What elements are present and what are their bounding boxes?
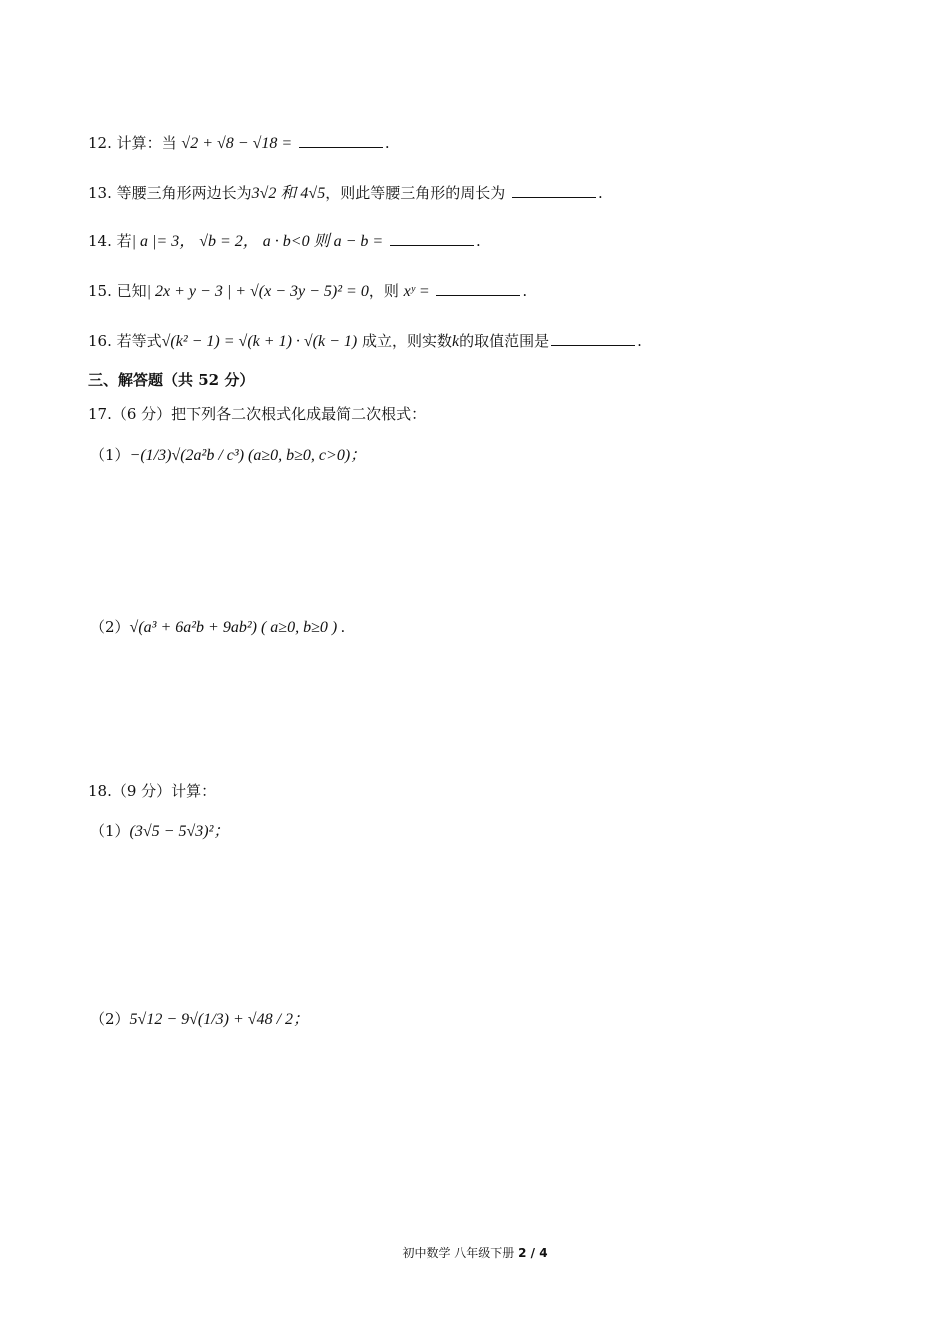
question-13 bbox=[88, 182, 603, 205]
q16-middle: 成立，则实数 bbox=[362, 332, 453, 350]
q14-suffix: . bbox=[475, 232, 481, 250]
q17-part1-expression: −(1/3)√(2a²b / c³) (a≥0, b≥0, c>0)； bbox=[129, 447, 367, 464]
section-3-heading: 三、解答题（共 52 分） bbox=[88, 371, 255, 389]
q12-suffix: . bbox=[384, 134, 390, 152]
q13-middle: ，则此等腰三角形的周长为 bbox=[325, 184, 506, 202]
answer-blank[interactable] bbox=[551, 331, 635, 346]
question-18-part-1 bbox=[90, 820, 229, 843]
answer-blank[interactable] bbox=[299, 133, 383, 148]
q15-middle: ，则 bbox=[368, 282, 399, 300]
question-14 bbox=[88, 230, 481, 253]
q13-prefix: 13. 等腰三角形两边长为 bbox=[88, 184, 252, 202]
part-label: （1） bbox=[90, 822, 130, 840]
part-label: （2） bbox=[90, 618, 130, 636]
question-15 bbox=[88, 280, 527, 303]
answer-blank[interactable] bbox=[390, 231, 474, 246]
q12-prefix: 12. 计算：当 bbox=[88, 134, 177, 152]
q14-expression: | a |= 3， √b = 2， a · b<0 则 a − b = bbox=[131, 233, 384, 250]
q16-suffix: . bbox=[637, 332, 642, 350]
q15-prefix: 15. 已知 bbox=[88, 282, 147, 300]
q16-middle-2: 的取值范围是 bbox=[459, 332, 550, 350]
q17-part2-expression: √(a³ + 6a²b + 9ab²) ( a≥0, b≥0 ) . bbox=[129, 619, 346, 636]
question-17-title: 17.（6 分）把下列各二次根式化成最简二次根式： bbox=[88, 405, 427, 423]
answer-blank[interactable] bbox=[512, 183, 596, 198]
q16-variable: k bbox=[452, 333, 460, 350]
footer-text: 初中数学 八年级下册 bbox=[402, 1246, 515, 1260]
q18-part2-expression: 5√12 − 9√(1/3) + √48 / 2； bbox=[129, 1011, 310, 1028]
page-number: 2 / 4 bbox=[518, 1246, 548, 1260]
q14-prefix: 14. 若 bbox=[88, 232, 132, 250]
page-footer bbox=[0, 1244, 950, 1261]
q13-suffix: . bbox=[598, 184, 603, 202]
q15-expression-2: xʸ = bbox=[403, 283, 430, 300]
q15-expression: | 2x + y − 3 | + √(x − 3y − 5)² = 0 bbox=[146, 283, 369, 300]
q16-prefix: 16. 若等式 bbox=[88, 332, 162, 350]
question-18-title: 18.（9 分）计算： bbox=[88, 782, 217, 800]
answer-blank[interactable] bbox=[436, 281, 520, 296]
question-17-part-1 bbox=[90, 444, 366, 467]
q15-suffix: . bbox=[522, 282, 528, 300]
q16-expression: √(k² − 1) = √(k + 1) · √(k − 1) bbox=[161, 333, 358, 350]
question-17-part-2 bbox=[90, 616, 345, 639]
q18-part1-expression: (3√5 − 5√3)²； bbox=[129, 823, 230, 840]
question-18-part-2 bbox=[90, 1008, 309, 1031]
question-16 bbox=[88, 330, 642, 353]
q13-expression: 3√2 和 4√5 bbox=[251, 185, 326, 202]
part-label: （1） bbox=[90, 446, 130, 464]
part-label: （2） bbox=[90, 1010, 130, 1028]
q12-expression: √2 + √8 − √18 = bbox=[181, 135, 293, 152]
question-12 bbox=[88, 132, 390, 155]
